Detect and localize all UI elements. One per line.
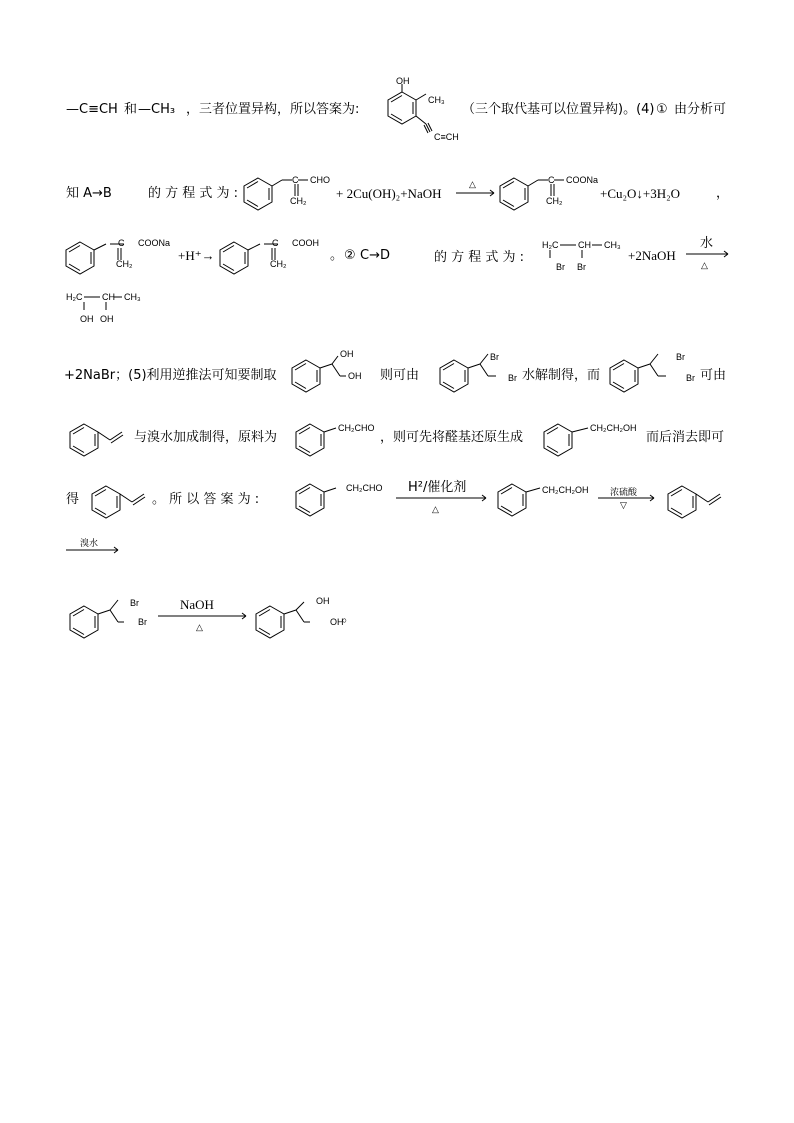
label-ch-2: CH (102, 292, 115, 302)
label-br-4: Br (508, 373, 517, 383)
methyl-group: —CH₃ (138, 102, 176, 117)
text-line2-b: 的 方 程 式 为 : (148, 186, 239, 201)
label-ch2ch2oh: CH₂CH₂OH (590, 423, 637, 433)
text-line2-a: 知 A→B (66, 186, 112, 201)
text-line6-a: 与溴水加成制得，原料为 (134, 430, 278, 445)
label-cooh: COOH (292, 238, 319, 248)
label-ch2-b: CH₂ (546, 196, 563, 206)
label-br-5: Br (676, 352, 685, 362)
text-line5-a: +2NaBr；(5)利用逆推法可知要制取 (64, 368, 277, 383)
triple-bond-group: —C≡CH (66, 102, 118, 117)
label-ch: CH (578, 240, 591, 250)
label-cch: C≡CH (434, 132, 459, 142)
text-comma: ， (716, 186, 730, 201)
text-proton: +H⁺→ (178, 248, 215, 263)
label-br-8: Br (138, 617, 147, 627)
text-he: 和 (124, 102, 138, 117)
text-line7-b: 。 所 以 答 案 为 : (152, 492, 260, 507)
label-br-1: Br (556, 262, 565, 272)
label-ch2cho: CH₂CHO (338, 423, 375, 433)
label-oh-1: OH (80, 314, 94, 324)
structure-phenylacetaldehyde-2 (292, 474, 392, 524)
text-naoh: +2NaOH (628, 248, 676, 263)
text-products: +Cu₂O↓+3H₂O (600, 186, 681, 201)
label-br-3: Br (490, 352, 499, 362)
label-coona: COONa (566, 175, 599, 185)
label-oh: OH (396, 76, 410, 86)
label-heat-4: ▽ (620, 500, 627, 510)
label-heat-3: △ (432, 504, 439, 514)
text-line6-c: 而后消去即可 (646, 430, 725, 445)
label-cho: CHO (310, 175, 330, 185)
text-line1-c: 由分析可 (674, 102, 727, 117)
label-conc-h2so4: 浓硫酸 (610, 487, 638, 497)
structure-phenylethanol (540, 414, 650, 464)
label-oh-4: OH (348, 371, 362, 381)
label-ch3-c: CH₃ (124, 292, 141, 302)
label-ch2-d: CH₂ (270, 259, 287, 269)
structure-phenylethanediol (288, 350, 378, 400)
label-c: C (292, 175, 299, 185)
text-line5-c: 水解制得，而 (522, 368, 601, 383)
structure-styrene (66, 414, 136, 464)
label-oh-2: OH (100, 314, 114, 324)
label-c2: C (548, 175, 555, 185)
label-water: 水 (700, 236, 714, 251)
reaction-arrow-1 (454, 180, 498, 204)
label-heat-5: △ (196, 622, 203, 632)
label-ch2-c: CH₂ (116, 259, 133, 269)
label-heat-2: △ (701, 260, 708, 270)
label-ch2: CH₂ (290, 196, 307, 206)
text-reagents: + 2Cu(OH)₂+NaOH (336, 186, 442, 201)
text-line1-b: （三个取代基可以位置异构)。(4) (462, 102, 655, 117)
text-line5-d: 可由 (700, 368, 727, 383)
label-ch3: CH₃ (428, 95, 445, 105)
label-h2-catalyst: H²/催化剂 (408, 480, 467, 495)
label-oh-5: OH (316, 596, 330, 606)
text-line1-a: ，三者位置异构，所以答案为: (186, 102, 360, 117)
text-line6-b: ，则可先将醛基还原生成 (380, 430, 524, 445)
label-br-7: Br (130, 598, 139, 608)
label-bromine-water: 溴水 (80, 538, 99, 548)
text-line7-a: 得 (66, 492, 80, 507)
structure-phenylacetaldehyde (292, 414, 392, 464)
label-ch2cho-2: CH₂CHO (346, 483, 383, 493)
circle-1: ① (656, 102, 668, 117)
structure-styrene-2 (88, 476, 158, 526)
label-c4: C (272, 238, 279, 248)
label-oh-6: OH (330, 617, 344, 627)
label-br-2: Br (577, 262, 586, 272)
label-h2c: H₂C (542, 240, 559, 250)
label-ch2ch2oh-2: CH₂CH₂OH (542, 485, 589, 495)
label-naoh-cond: NaOH (180, 597, 214, 612)
text-line3-c: 的 方 程 式 为 : (434, 250, 525, 265)
label-coona-2: COONa (138, 238, 171, 248)
structure-atropaldehyde (240, 166, 340, 216)
label-ch3-b: CH₃ (604, 240, 621, 250)
label-br-6: Br (686, 373, 695, 383)
label-h2c-2: H₂C (66, 292, 83, 302)
label-heat-1: △ (469, 179, 476, 189)
structure-sodium-atropate (496, 166, 606, 216)
circle-2: ② (344, 248, 356, 263)
label-oh-3: OH (340, 349, 354, 359)
label-c3: C (118, 238, 125, 248)
structure-styrene-3 (664, 476, 734, 526)
text-line3-a: 。 (330, 248, 344, 263)
text-period-end: 。 (342, 610, 356, 625)
text-line3-b: C→D (360, 248, 390, 263)
structure-phenylethanol-2 (494, 474, 604, 524)
text-line5-b: 则可由 (380, 368, 420, 383)
